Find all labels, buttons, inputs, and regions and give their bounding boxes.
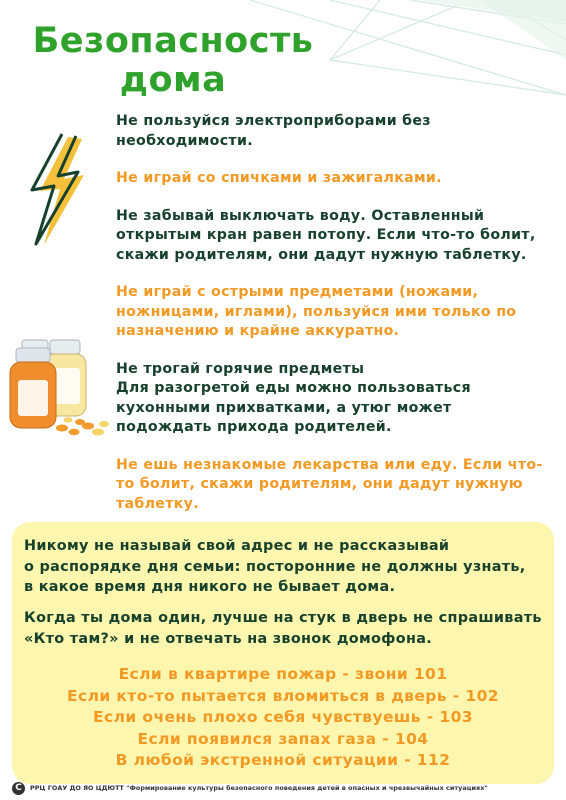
panel-line: Никому не называй свой адрес и не рассказывай	[24, 538, 450, 554]
rule-line: ножницами, иглами), пользуйся ими только по	[116, 303, 517, 320]
emergency-phone-police: Если кто-то пытается вломиться в дверь - 102	[67, 686, 499, 705]
panel-paragraph-address	[24, 536, 544, 598]
emergency-phone-list	[12, 664, 554, 772]
rule-6	[116, 456, 556, 515]
safety-rules	[116, 112, 556, 532]
footer	[12, 780, 556, 796]
rule-line: таблетку.	[116, 495, 199, 512]
rule-line: назначению и крайне аккуратно.	[116, 323, 400, 339]
copyright-icon: С	[12, 782, 25, 795]
emergency-phone-general: В любой экстренной ситуации - 112	[115, 751, 451, 770]
rule-line: скажи родителям, они дадут нужную таблетку.	[116, 246, 527, 263]
rule-line: Не ешь незнакомые лекарства или еду. Если что-	[116, 456, 543, 473]
emergency-phone-fire: Если в квартире пожар - звони 101	[118, 665, 448, 683]
rule-line: открытым кран равен потопу. Если что-то болит,	[116, 227, 536, 243]
emergency-phone-ambulance: Если очень плохо себя чувствуешь - 103	[93, 708, 473, 727]
rule-5	[116, 360, 556, 438]
rule-line: Не играй со спичками и зажигалками.	[116, 170, 442, 186]
rule-1	[116, 112, 556, 151]
panel-line: «Кто там?» и не отвечать на звонок домофона.	[24, 630, 432, 647]
rule-line: Не играй с острыми предметами (ножами,	[116, 284, 479, 300]
title-line-2: дома	[119, 60, 227, 100]
footer-credit: РРЦ ГОАУ ДО ЯО ЦДЮТТ "Формирование культуры безопасного поведения детей в опасных и чрезвычайных ситуациях"	[30, 784, 488, 792]
rule-line: необходимости.	[116, 132, 253, 149]
title-line-1: Безопасность	[32, 21, 314, 61]
panel-line: в какое время дня никого не бывает дома.	[24, 579, 396, 595]
rule-line: подождать прихода родителей.	[116, 419, 392, 435]
panel-line: Когда ты дома один, лучше на стук в дверь не спрашивать	[24, 610, 542, 626]
panel-paragraph-door	[24, 608, 544, 649]
rule-line: Для разогретой еды можно пользоваться	[116, 380, 471, 396]
pill-bottles-illustration	[6, 336, 116, 441]
page-title	[28, 22, 318, 100]
lightning-bolt-icon	[22, 130, 88, 250]
info-panel	[12, 522, 554, 784]
rule-line: Не пользуйся электроприборами без	[116, 113, 431, 129]
rule-2	[116, 169, 556, 189]
emergency-phone-gas: Если появился запах газа - 104	[137, 729, 429, 748]
rule-line: кухонными прихватками, а утюг может	[116, 399, 452, 416]
rule-line: Не забывай выключать воду. Оставленный	[116, 207, 485, 224]
panel-line: о распорядке дня семьи: посторонние не должны узнать,	[24, 558, 526, 575]
rule-line: Не трогай горячие предметы	[116, 360, 365, 377]
rule-line: то болит, скажи родителям, они дадут нужную	[116, 476, 523, 492]
rule-3	[116, 207, 556, 266]
rule-4	[116, 283, 556, 342]
